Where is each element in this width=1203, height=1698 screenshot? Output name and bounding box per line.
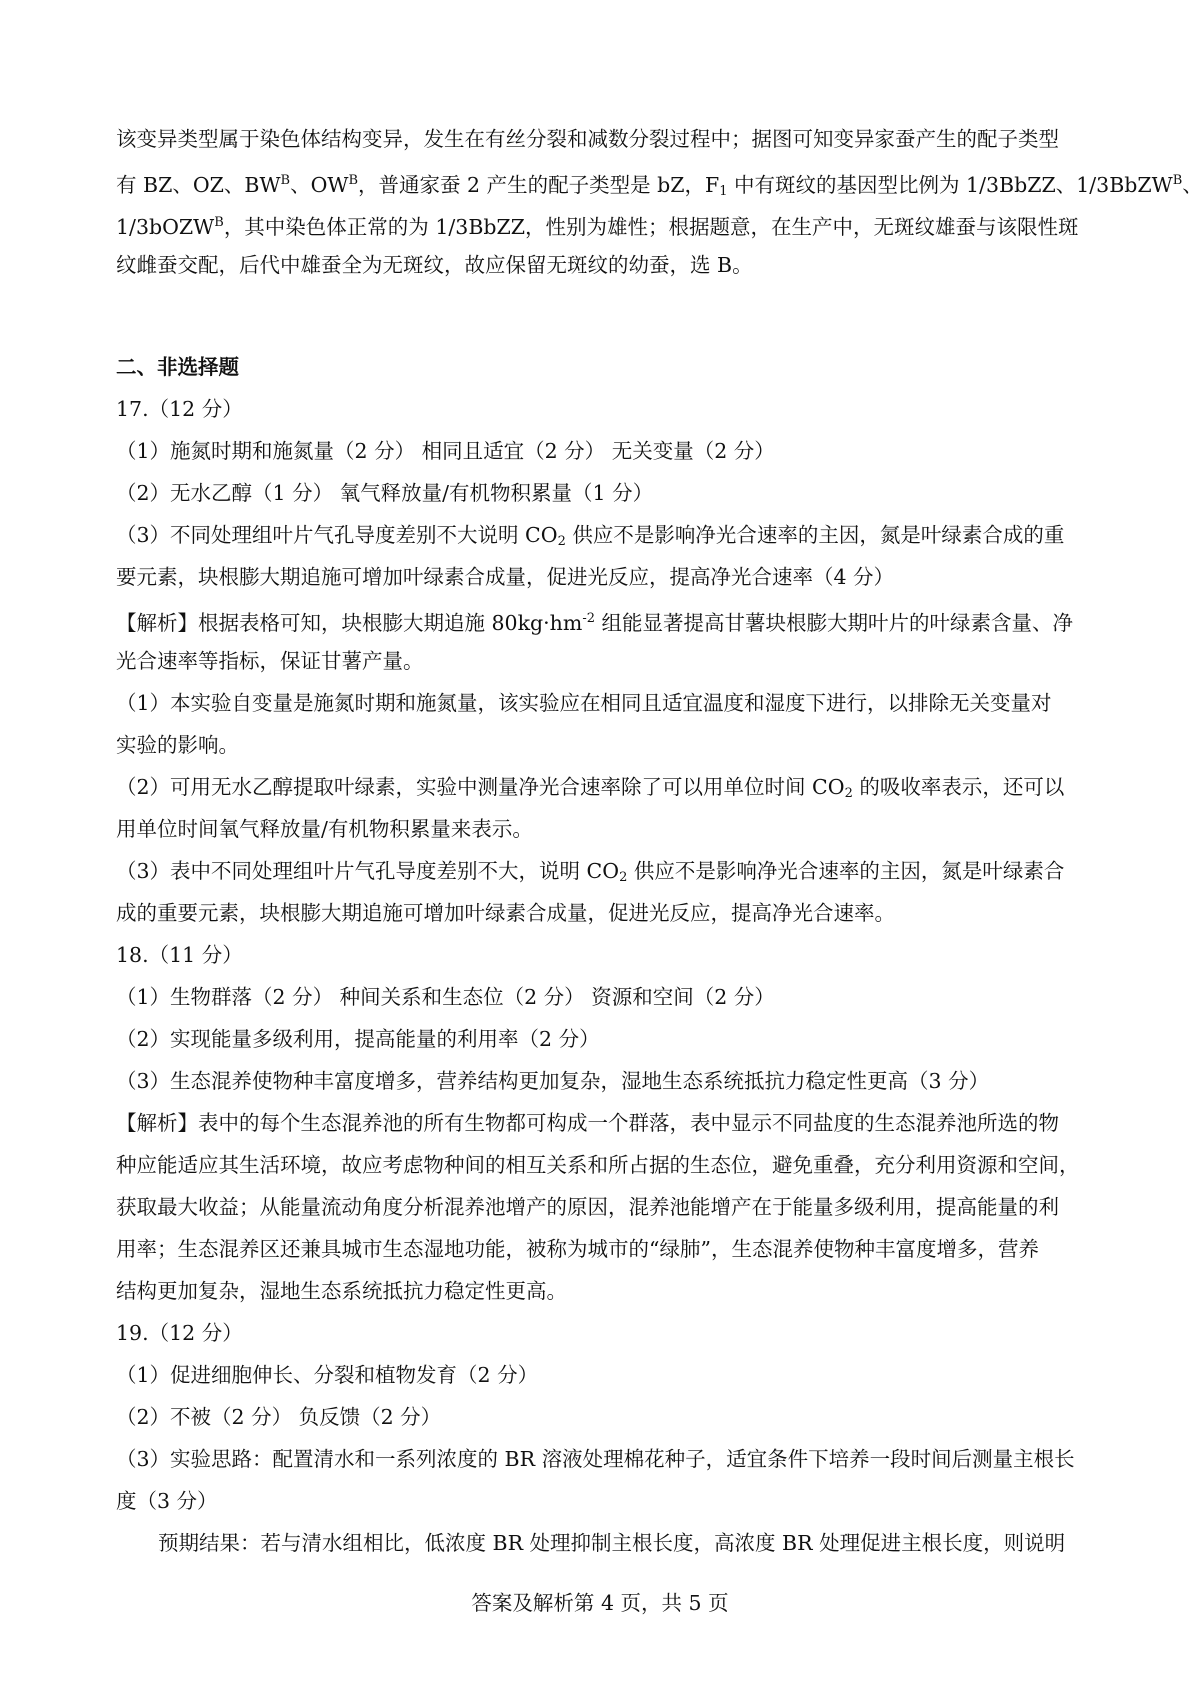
intro-line-4	[116, 244, 1086, 286]
text: 组能显著提高甘薯块根膨大期叶片的叶绿素含量、净	[594, 611, 1073, 635]
q17-answer-2: （2）无水乙醇（1 分） 氧气释放量/有机物积累量（1 分）	[116, 481, 654, 505]
text: 有 BZ、OZ、BW	[116, 173, 281, 197]
q17-answer-3-line-1	[116, 514, 1086, 556]
q18-explanation-line-3: 获取最大收益；从能量流动角度分析混养池增产的原因，混养池能增产在于能量多级利用，提高能量的利	[116, 1195, 1059, 1219]
text: 【解析】根据表格可知，块根膨大期追施 80kg·hm	[116, 611, 583, 635]
text: 供应不是影响净光合速率的主因，氮是叶绿素合	[627, 859, 1065, 883]
intro-line-3	[116, 202, 1086, 244]
q18-answer-3: （3）生态混养使物种丰富度增多，营养结构更加复杂，湿地生态系统抵抗力稳定性更高（3 分）	[116, 1069, 990, 1093]
text: 纹雌蚕交配，后代中雄蚕全为无斑纹，故应保留无斑纹的幼蚕，选 B。	[116, 253, 753, 277]
q17-explanation-1-line-1: （1）本实验自变量是施氮时期和施氮量，该实验应在相同且适宜温度和湿度下进行，以排除无关变量对	[116, 691, 1052, 715]
text: 的吸收率表示，还可以	[852, 775, 1065, 799]
q18-heading: 18.（11 分）	[116, 943, 243, 967]
q19-heading: 19.（12 分）	[116, 1321, 243, 1345]
superscript: B	[348, 173, 359, 188]
subscript: 2	[557, 534, 566, 549]
spacer	[116, 286, 1086, 346]
text: 该变异类型属于染色体结构变异，发生在有丝分裂和减数分裂过程中；据图可知变异家蚕产生的配子类型	[116, 127, 1059, 151]
q17-explanation-1-line-2: 实验的影响。	[116, 733, 239, 757]
q17-explanation-2-line-2: 用单位时间氧气释放量/有机物积累量来表示。	[116, 817, 533, 841]
subscript: 2	[844, 786, 853, 801]
document-body	[116, 118, 1203, 1564]
q19-answer-3-line-3: 预期结果：若与清水组相比，低浓度 BR 处理抑制主根长度，高浓度 BR 处理促进主根长度，则说明	[158, 1531, 1066, 1555]
intro-line-1	[116, 118, 1086, 160]
section-title: 二、非选择题	[116, 355, 239, 379]
q19-answer-3-line-2: 度（3 分）	[116, 1489, 218, 1513]
q19-answer-1: （1）促进细胞伸长、分裂和植物发育（2 分）	[116, 1363, 539, 1387]
q19-answer-3-line-1: （3）实验思路：配置清水和一系列浓度的 BR 溶液处理棉花种子，适宜条件下培养一段时间后测量主根长	[116, 1447, 1075, 1471]
q18-answer-1: （1）生物群落（2 分） 种间关系和生态位（2 分） 资源和空间（2 分）	[116, 985, 775, 1009]
page-footer: 答案及解析第 4 页，共 5 页	[471, 1591, 729, 1615]
text: 供应不是影响净光合速率的主因，氮是叶绿素合成的重	[565, 523, 1065, 547]
q17-answer-1: （1）施氮时期和施氮量（2 分） 相同且适宜（2 分） 无关变量（2 分）	[116, 439, 775, 463]
q18-explanation-line-5: 结构更加复杂，湿地生态系统抵抗力稳定性更高。	[116, 1279, 567, 1303]
subscript: 2	[619, 870, 628, 885]
text: 、	[1182, 173, 1203, 197]
superscript: B	[280, 173, 291, 188]
q19-answer-2: （2）不被（2 分） 负反馈（2 分）	[116, 1405, 442, 1429]
q17-explanation-3-line-2: 成的重要元素，块根膨大期追施可增加叶绿素合成量，促进光反应，提高净光合速率。	[116, 901, 895, 925]
text: 、OW	[290, 173, 349, 197]
q17-explanation-2-line-1	[116, 766, 1086, 808]
q18-answer-2: （2）实现能量多级利用，提高能量的利用率（2 分）	[116, 1027, 600, 1051]
q18-explanation-line-1: 【解析】表中的每个生态混养池的所有生物都可构成一个群落，表中显示不同盐度的生态混养池所选的物	[116, 1111, 1059, 1135]
superscript: B	[1172, 173, 1183, 188]
q17-explanation-line-1	[116, 598, 1086, 640]
q18-explanation-line-4: 用率；生态混养区还兼具城市生态湿地功能，被称为城市的“绿肺”，生态混养使物种丰富度增多，营养	[116, 1237, 1039, 1261]
intro-line-2	[116, 160, 1203, 202]
text: ，其中染色体正常的为 1/3BbZZ，性别为雄性；根据题意，在生产中，无斑纹雄蚕与该限性斑	[223, 215, 1079, 239]
text: 中有斑纹的基因型比例为 1/3BbZZ、1/3BbZW	[727, 173, 1173, 197]
text: （2）可用无水乙醇提取叶绿素，实验中测量净光合速率除了可以用单位时间 CO	[116, 775, 845, 799]
q17-explanation-3-line-1	[116, 850, 1086, 892]
q18-explanation-line-2: 种应能适应其生活环境，故应考虑物种间的相互关系和所占据的生态位，避免重叠，充分利用资源和空间，	[116, 1153, 1080, 1177]
text: （3）表中不同处理组叶片气孔导度差别不大，说明 CO	[116, 859, 620, 883]
q17-explanation-line-2: 光合速率等指标，保证甘薯产量。	[116, 649, 424, 673]
text: 1/3bOZW	[116, 215, 215, 239]
text: （3）不同处理组叶片气孔导度差别不大说明 CO	[116, 523, 558, 547]
text: ，普通家蚕 2 产生的配子类型是 bZ，F	[358, 173, 720, 197]
q17-heading: 17.（12 分）	[116, 397, 243, 421]
superscript: B	[214, 215, 224, 230]
subscript: 1	[719, 184, 728, 199]
q17-answer-3-line-2: 要元素，块根膨大期追施可增加叶绿素合成量，促进光反应，提高净光合速率（4 分）	[116, 565, 895, 589]
superscript: -2	[582, 611, 595, 626]
